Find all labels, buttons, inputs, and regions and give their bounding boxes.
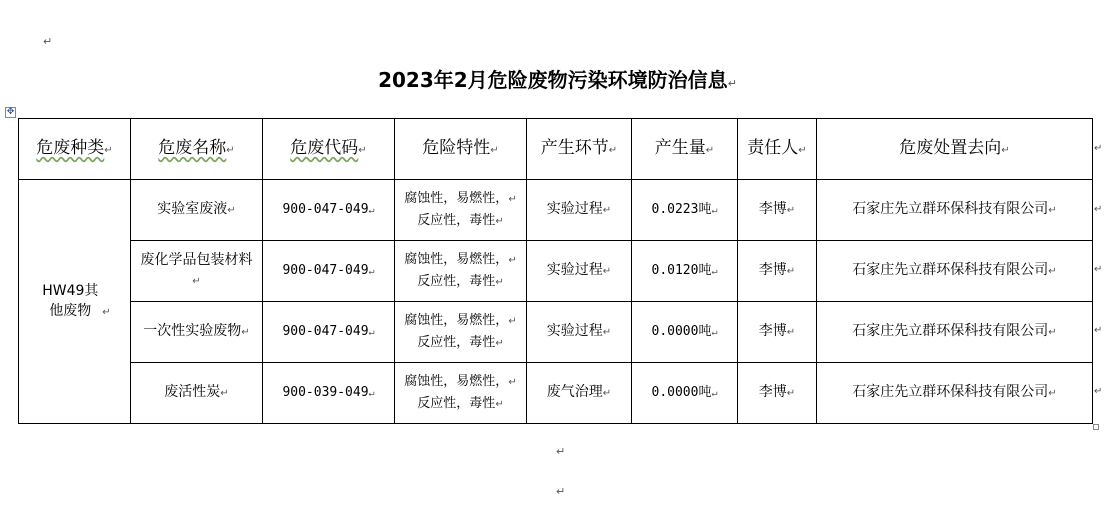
stage-cell: 实验过程↵ <box>527 241 632 302</box>
code-cell: 900-047-049↵ <box>263 180 395 241</box>
person-cell: 李博↵ <box>738 241 817 302</box>
table-row <box>19 302 1093 363</box>
stage-cell: 实验过程↵ <box>527 180 632 241</box>
hazardous-waste-table <box>18 118 1093 424</box>
code-cell: 900-047-049↵ <box>263 241 395 302</box>
code-cell: 900-039-049↵ <box>263 363 395 424</box>
move-handle-icon[interactable]: ✥ <box>6 107 15 117</box>
destination-cell: 石家庄先立群环保科技有限公司↵ <box>817 363 1093 424</box>
row-end-mark: ↵ <box>1094 325 1103 336</box>
table-row <box>19 363 1093 424</box>
title-text: 2023年2月危险废物污染环境防治信息 <box>378 68 728 92</box>
code-cell: 900-047-049↵ <box>263 302 395 363</box>
cell-end-mark: ↵ <box>226 144 235 156</box>
paragraph-mark: ↵ <box>727 77 737 90</box>
hazard-cell: 腐蚀性，易燃性，↵ 反应性，毒性↵ <box>395 363 527 424</box>
table-row <box>19 180 1093 241</box>
name-cell: 一次性实验废物↵ <box>131 302 263 363</box>
hazard-cell: 腐蚀性，易燃性，↵ 反应性，毒性↵ <box>395 302 527 363</box>
cell-end-mark: ↵ <box>358 144 367 156</box>
person-cell: 李博↵ <box>738 180 817 241</box>
destination-cell: 石家庄先立群环保科技有限公司↵ <box>817 241 1093 302</box>
cell-end-mark: ↵ <box>1001 144 1010 156</box>
header-cell: 危废处置去向↵ <box>817 119 1093 180</box>
amount-cell: 0.0000吨↵ <box>632 363 738 424</box>
row-end-mark: ↵ <box>1094 204 1103 215</box>
table-row <box>19 241 1093 302</box>
person-cell: 李博↵ <box>738 363 817 424</box>
person-cell: 李博↵ <box>738 302 817 363</box>
paragraph-mark: ↵ <box>556 485 566 498</box>
header-cell: 产生量↵ <box>632 119 738 180</box>
paragraph-mark: ↵ <box>43 35 53 48</box>
name-cell: 废活性炭↵ <box>131 363 263 424</box>
destination-cell: 石家庄先立群环保科技有限公司↵ <box>817 302 1093 363</box>
header-cell: 产生环节↵ <box>527 119 632 180</box>
row-end-mark: ↵ <box>1094 386 1103 397</box>
row-end-mark: ↵ <box>1094 264 1103 275</box>
header-cell: 责任人↵ <box>738 119 817 180</box>
cell-end-mark: ↵ <box>798 144 807 156</box>
header-cell: 危废名称↵ <box>131 119 263 180</box>
name-cell: 实验室废液↵ <box>131 180 263 241</box>
amount-cell: 0.0000吨↵ <box>632 302 738 363</box>
header-cell: 危险特性↵ <box>395 119 527 180</box>
stage-cell: 废气治理↵ <box>527 363 632 424</box>
paragraph-mark: ↵ <box>556 445 566 458</box>
header-cell: 危废种类↵ <box>19 119 131 180</box>
amount-cell: 0.0120吨↵ <box>632 241 738 302</box>
header-row <box>19 119 1093 180</box>
header-cell: 危废代码↵ <box>263 119 395 180</box>
category-cell: HW49其他废物 ↵ <box>19 180 131 424</box>
hazard-cell: 腐蚀性，易燃性，↵ 反应性，毒性↵ <box>395 180 527 241</box>
amount-cell: 0.0223吨↵ <box>632 180 738 241</box>
destination-cell: 石家庄先立群环保科技有限公司↵ <box>817 180 1093 241</box>
hazard-cell: 腐蚀性，易燃性，↵ 反应性，毒性↵ <box>395 241 527 302</box>
table-resize-handle[interactable] <box>1093 424 1099 430</box>
document-title <box>0 64 1115 93</box>
name-cell: 废化学品包装材料↵ <box>131 241 263 302</box>
stage-cell: 实验过程↵ <box>527 302 632 363</box>
cell-end-mark: ↵ <box>608 144 618 156</box>
cell-end-mark: ↵ <box>490 144 499 156</box>
row-end-mark: ↵ <box>1094 143 1103 154</box>
cell-end-mark: ↵ <box>102 306 111 318</box>
cell-end-mark: ↵ <box>705 144 715 156</box>
cell-end-mark: ↵ <box>104 144 113 156</box>
